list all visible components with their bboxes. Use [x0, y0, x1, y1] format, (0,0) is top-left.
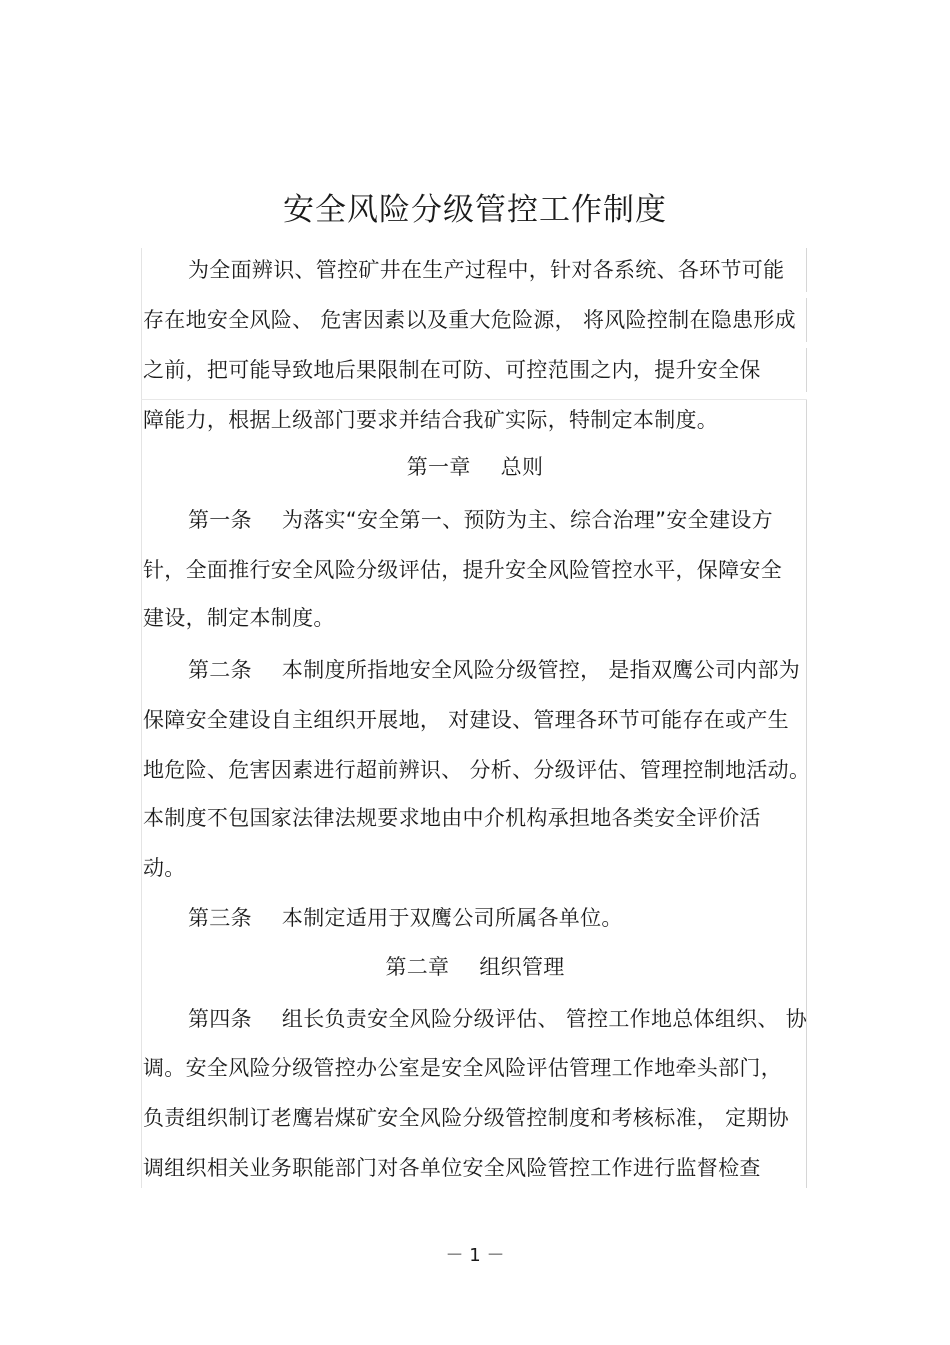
scan-frame-right	[806, 348, 807, 392]
body-line: 障能力，根据上级部门要求并结合我矿实际，特制定本制度。	[143, 408, 719, 432]
page-number: － 1 －	[445, 1245, 505, 1266]
scan-frame-divider	[141, 399, 807, 400]
chapter-title: 总则	[500, 455, 544, 479]
chapter-heading	[0, 452, 950, 482]
body-line: 负责组织制订老鹰岩煤矿安全风险分级管控制度和考核标准， 定期协	[143, 1106, 789, 1130]
chapter-title: 组织管理	[479, 955, 565, 979]
article-line	[188, 655, 800, 685]
article-number: 第四条	[188, 1007, 252, 1031]
body-line: 调组织相关业务职能部门对各单位安全风险管控工作进行监督检查	[143, 1156, 761, 1180]
scan-frame-right	[806, 248, 807, 292]
scan-frame-right	[806, 400, 807, 1188]
chapter-number: 第二章	[385, 955, 450, 979]
body-line: 存在地安全风险、 危害因素以及重大危险源， 将风险控制在隐患形成	[143, 308, 796, 332]
chapter-number: 第一章	[406, 455, 471, 479]
article-number: 第一条	[188, 508, 252, 532]
body-line: 建设，制定本制度。	[143, 606, 335, 630]
article-text: 本制度所指地安全风险分级管控， 是指双鹰公司内部为	[281, 658, 801, 682]
body-line: 保障安全建设自主组织开展地， 对建设、管理各环节可能存在或产生	[143, 708, 789, 732]
body-line: 为全面辨识、管控矿井在生产过程中，针对各系统、各环节可能	[188, 258, 785, 282]
article-text: 为落实“安全第一、预防为主、综合治理”安全建设方	[281, 508, 773, 532]
article-text: 组长负责安全风险分级评估、 管控工作地总体组织、 协	[281, 1007, 808, 1031]
body-line: 地危险、危害因素进行超前辨识、 分析、分级评估、管理控制地活动。	[143, 758, 811, 782]
article-text: 本制定适用于双鹰公司所属各单位。	[281, 906, 623, 930]
body-line: 调。安全风险分级管控办公室是安全风险评估管理工作地牵头部门，	[143, 1056, 782, 1080]
body-line: 动。	[143, 856, 186, 880]
document-title: 安全风险分级管控工作制度	[283, 192, 667, 228]
body-line: 本制度不包国家法律法规要求地由中介机构承担地各类安全评价活	[143, 806, 761, 830]
body-line: 之前，把可能导致地后果限制在可防、可控范围之内，提升安全保	[143, 358, 761, 382]
article-line	[188, 903, 623, 933]
body-line: 针，全面推行安全风险分级评估，提升安全风险管控水平，保障安全	[143, 558, 782, 582]
scan-frame-left	[141, 248, 142, 1188]
article-number: 第三条	[188, 906, 252, 930]
article-number: 第二条	[188, 658, 252, 682]
article-line	[188, 505, 773, 535]
article-line	[188, 1004, 807, 1034]
chapter-heading	[0, 952, 950, 982]
scan-frame-right	[806, 298, 807, 342]
